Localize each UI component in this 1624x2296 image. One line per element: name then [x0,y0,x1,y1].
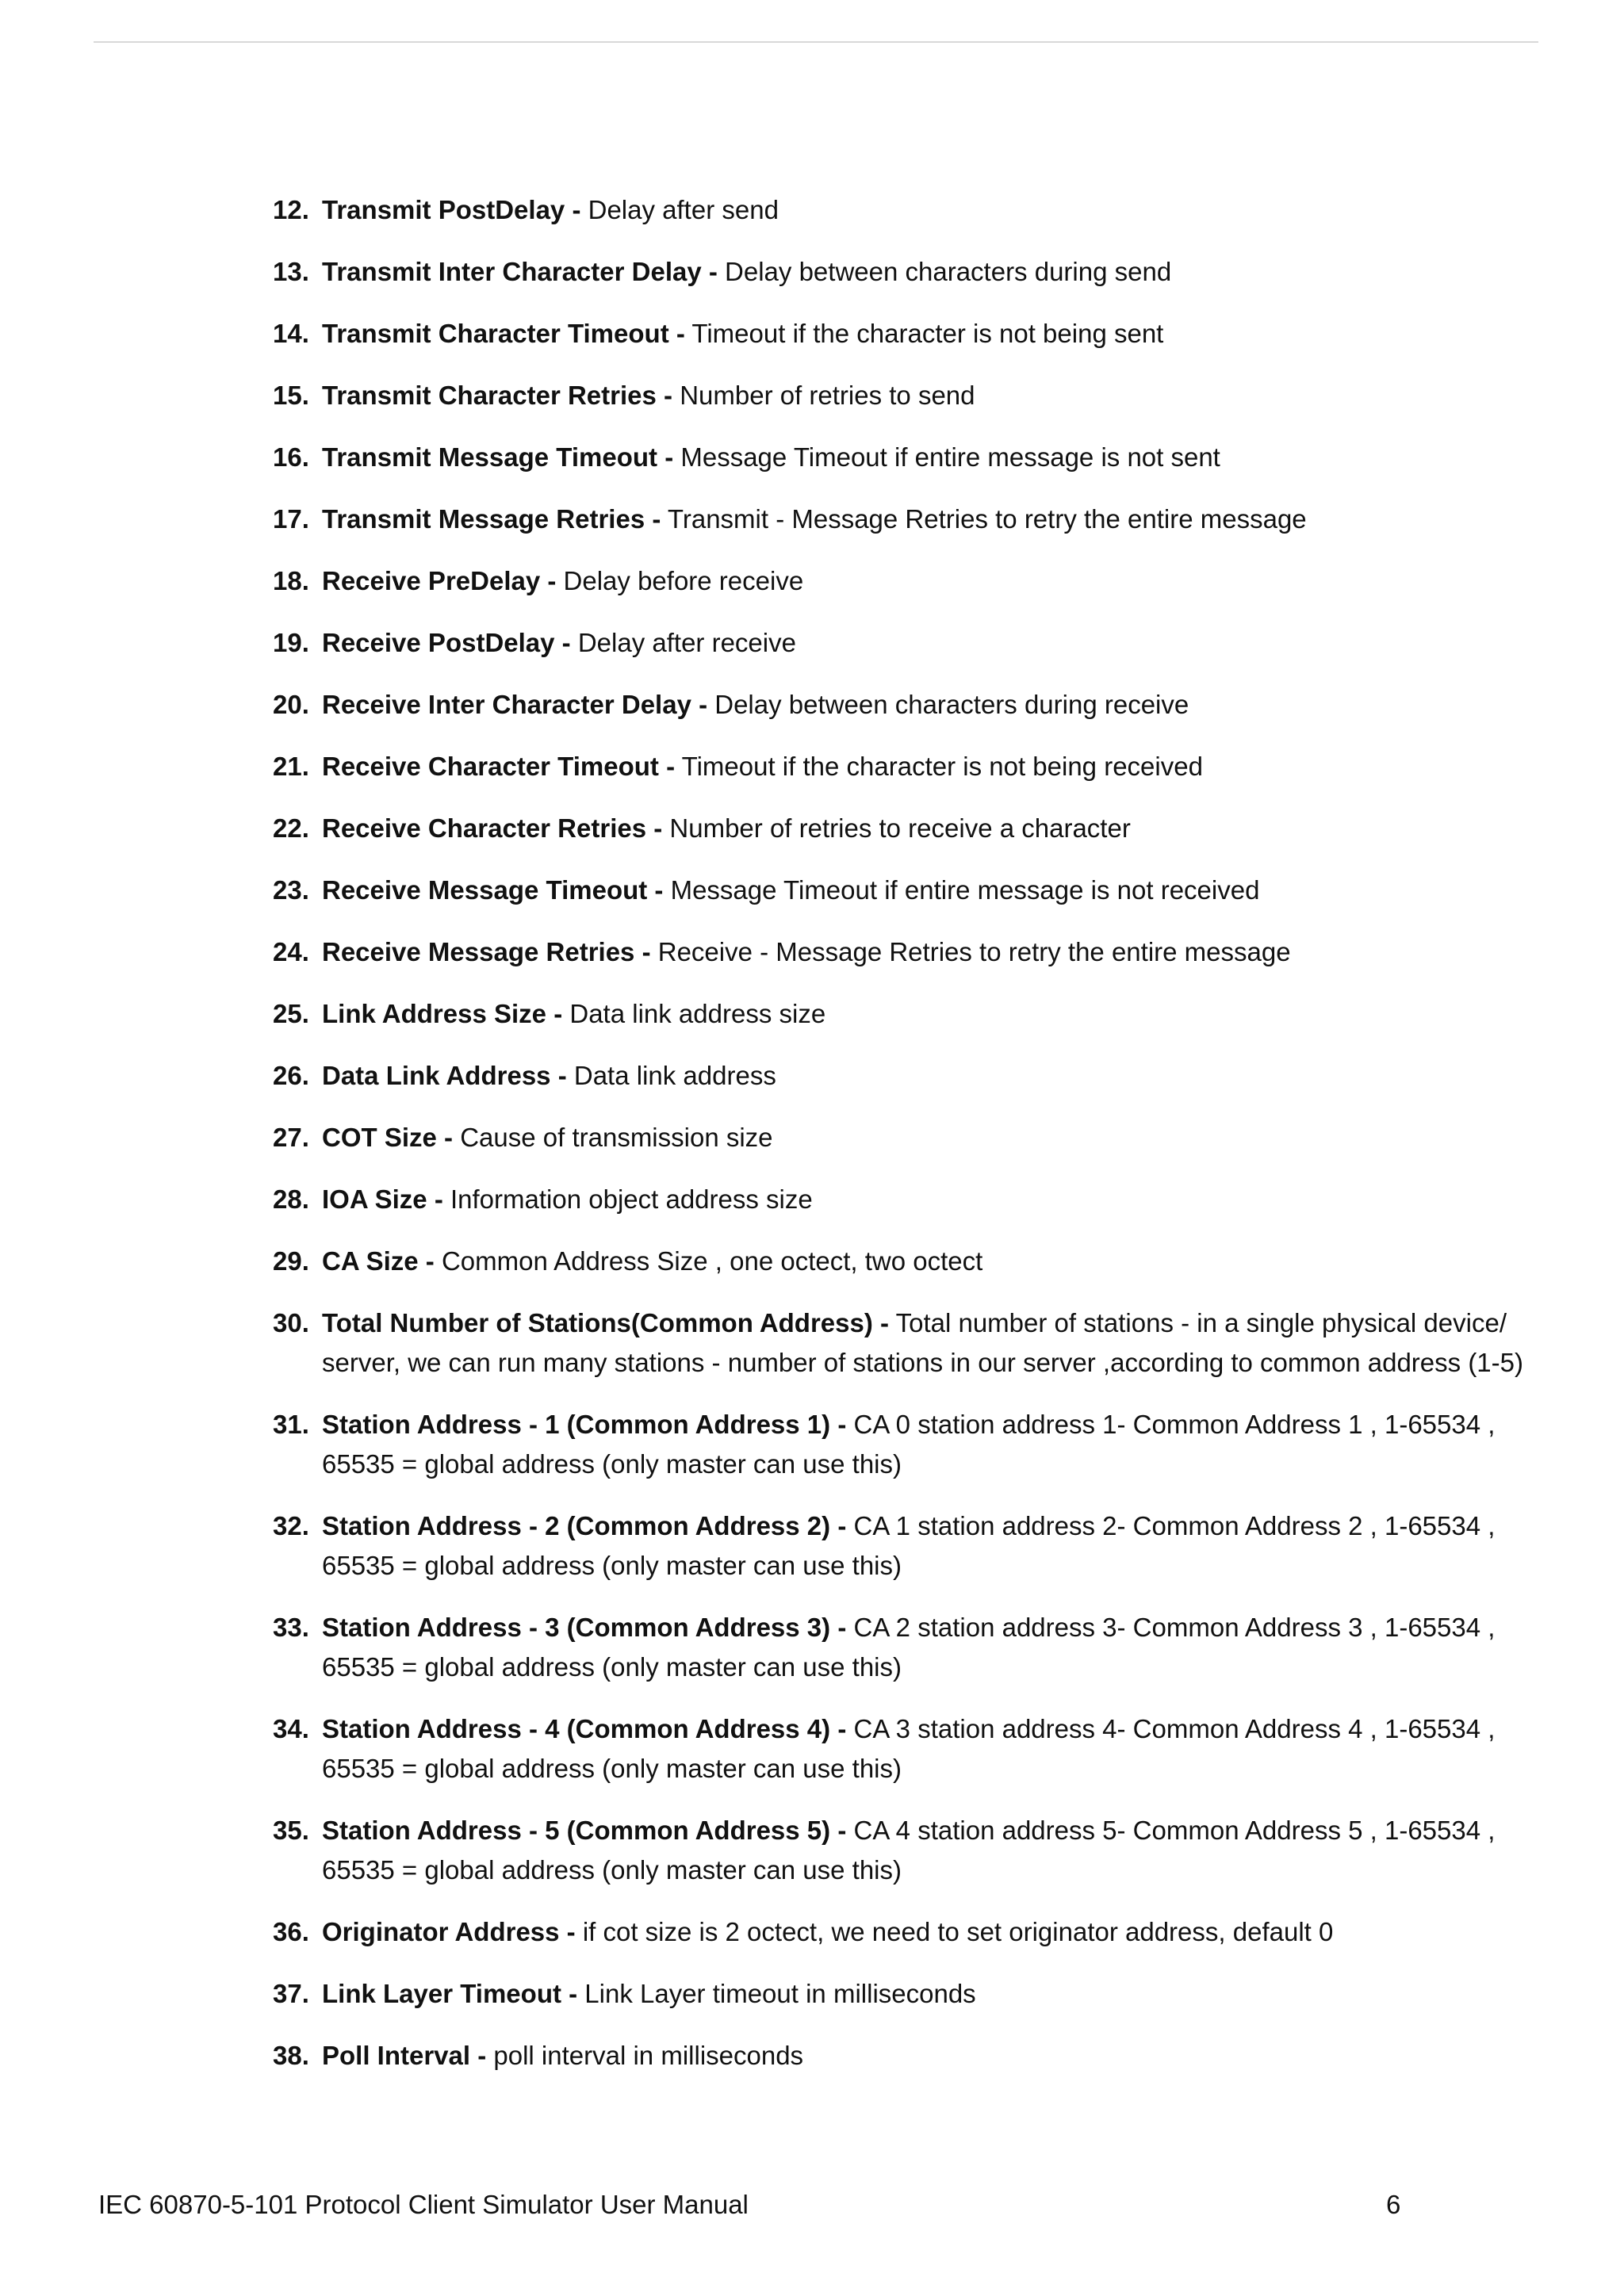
item-term: Transmit Character Timeout - [322,319,685,348]
item-number: 23. [273,875,309,905]
item-number: 32. [273,1511,309,1540]
item-number: 12. [273,195,309,224]
item-term: Originator Address - [322,1917,576,1946]
item-description: Data link address size [569,999,826,1028]
item-number: 21. [273,752,309,781]
item-number: 17. [273,504,309,534]
item-term: Station Address - 2 (Common Address 2) - [322,1511,847,1540]
item-description: Number of retries to receive a character [669,813,1131,843]
item-term: Data Link Address - [322,1061,567,1090]
item-description: Delay before receive [563,566,804,595]
item-description: Data link address [573,1061,776,1090]
list-item [273,1974,1538,2014]
item-description: Transmit - Message Retries to retry the entire message [667,504,1307,534]
item-description: Delay between characters during receive [714,690,1189,719]
item-number: 16. [273,442,309,472]
item-term: Station Address - 5 (Common Address 5) - [322,1816,847,1845]
item-term: Transmit Message Retries - [322,504,661,534]
list-item [273,932,1538,972]
item-description: Message Timeout if entire message is not sent [680,442,1220,472]
list-item [273,1709,1538,1789]
item-number: 15. [273,381,309,410]
item-description: Timeout if the character is not being received [681,752,1203,781]
list-item [273,190,1538,230]
item-term: Transmit Character Retries - [322,381,673,410]
list-item [273,994,1538,1034]
item-term: Station Address - 1 (Common Address 1) - [322,1410,847,1439]
list-item [273,809,1538,848]
item-number: 26. [273,1061,309,1090]
item-number: 29. [273,1246,309,1276]
list-item [273,747,1538,786]
item-term: CA Size - [322,1246,435,1276]
list-item [273,376,1538,415]
item-number: 33. [273,1613,309,1642]
item-number: 20. [273,690,309,719]
item-number: 18. [273,566,309,595]
item-number: 13. [273,257,309,286]
list-item [273,685,1538,725]
header-rule [94,41,1538,43]
parameter-list [273,190,1538,2098]
item-term: Receive Character Timeout - [322,752,676,781]
list-item [273,1912,1538,1952]
item-description: Delay after send [588,195,779,224]
list-item [273,314,1538,354]
item-description: CA 0 station address 1- Common Address 1 , 1-65534 , 65535 = global address (only master can use this) [322,1410,1496,1479]
item-description: Information object address size [450,1184,813,1214]
item-description: Common Address Size , one octect, two octect [441,1246,983,1276]
item-number: 31. [273,1410,309,1439]
item-number: 25. [273,999,309,1028]
list-item [273,1811,1538,1890]
item-term: Station Address - 3 (Common Address 3) - [322,1613,847,1642]
item-number: 24. [273,937,309,966]
item-term: Receive PreDelay - [322,566,557,595]
item-description: Timeout if the character is not being sent [691,319,1164,348]
item-term: COT Size - [322,1123,454,1152]
list-item [273,871,1538,910]
item-description: Message Timeout if entire message is not received [670,875,1260,905]
item-term: Receive Character Retries - [322,813,663,843]
item-number: 34. [273,1714,309,1743]
list-item [273,499,1538,539]
item-description: Delay between characters during send [725,257,1172,286]
item-description: Receive - Message Retries to retry the entire message [657,937,1291,966]
list-item [273,1506,1538,1586]
list-item [273,1303,1538,1383]
item-number: 27. [273,1123,309,1152]
item-description: Link Layer timeout in milliseconds [584,1979,976,2008]
list-item [273,1405,1538,1484]
item-description: CA 1 station address 2- Common Address 2 , 1-65534 , 65535 = global address (only master can use this) [322,1511,1496,1580]
list-item [273,1242,1538,1281]
item-term: Receive Inter Character Delay - [322,690,708,719]
item-term: Transmit PostDelay - [322,195,581,224]
list-item [273,1180,1538,1219]
item-term: Station Address - 4 (Common Address 4) - [322,1714,847,1743]
list-item [273,1118,1538,1158]
item-term: Link Address Size - [322,999,563,1028]
item-term: Transmit Inter Character Delay - [322,257,718,286]
page-number: 6 [1386,2190,1401,2219]
list-item [273,252,1538,292]
item-term: Receive PostDelay - [322,628,571,657]
item-term: Link Layer Timeout - [322,1979,578,2008]
item-term: Receive Message Timeout - [322,875,664,905]
item-description: CA 2 station address 3- Common Address 3 , 1-65534 , 65535 = global address (only master can use this) [322,1613,1496,1682]
item-term: Transmit Message Timeout - [322,442,674,472]
item-description: Cause of transmission size [460,1123,773,1152]
item-number: 38. [273,2041,309,2070]
list-item [273,438,1538,477]
item-description: CA 4 station address 5- Common Address 5 , 1-65534 , 65535 = global address (only master can use this) [322,1816,1496,1885]
item-description: poll interval in milliseconds [493,2041,804,2070]
item-number: 19. [273,628,309,657]
item-term: IOA Size - [322,1184,443,1214]
list-item [273,2036,1538,2076]
item-description: Delay after receive [577,628,796,657]
item-term: Poll Interval - [322,2041,487,2070]
item-description: CA 3 station address 4- Common Address 4 , 1-65534 , 65535 = global address (only master can use this) [322,1714,1496,1783]
item-term: Total Number of Stations(Common Address) - [322,1308,890,1337]
item-number: 14. [273,319,309,348]
item-number: 22. [273,813,309,843]
list-item [273,1608,1538,1687]
item-term: Receive Message Retries - [322,937,651,966]
footer-title: IEC 60870-5-101 Protocol Client Simulator User Manual [98,2190,749,2219]
item-number: 37. [273,1979,309,2008]
item-number: 28. [273,1184,309,1214]
item-description: if cot size is 2 octect, we need to set originator address, default 0 [582,1917,1334,1946]
list-item [273,623,1538,663]
item-number: 35. [273,1816,309,1845]
list-item [273,561,1538,601]
list-item [273,1056,1538,1096]
item-description: Total number of stations - in a single physical device/ server, we can run many stations - number of stations in our server ,according to common address (1-5) [322,1308,1523,1377]
item-number: 36. [273,1917,309,1946]
item-number: 30. [273,1308,309,1337]
item-description: Number of retries to send [680,381,975,410]
